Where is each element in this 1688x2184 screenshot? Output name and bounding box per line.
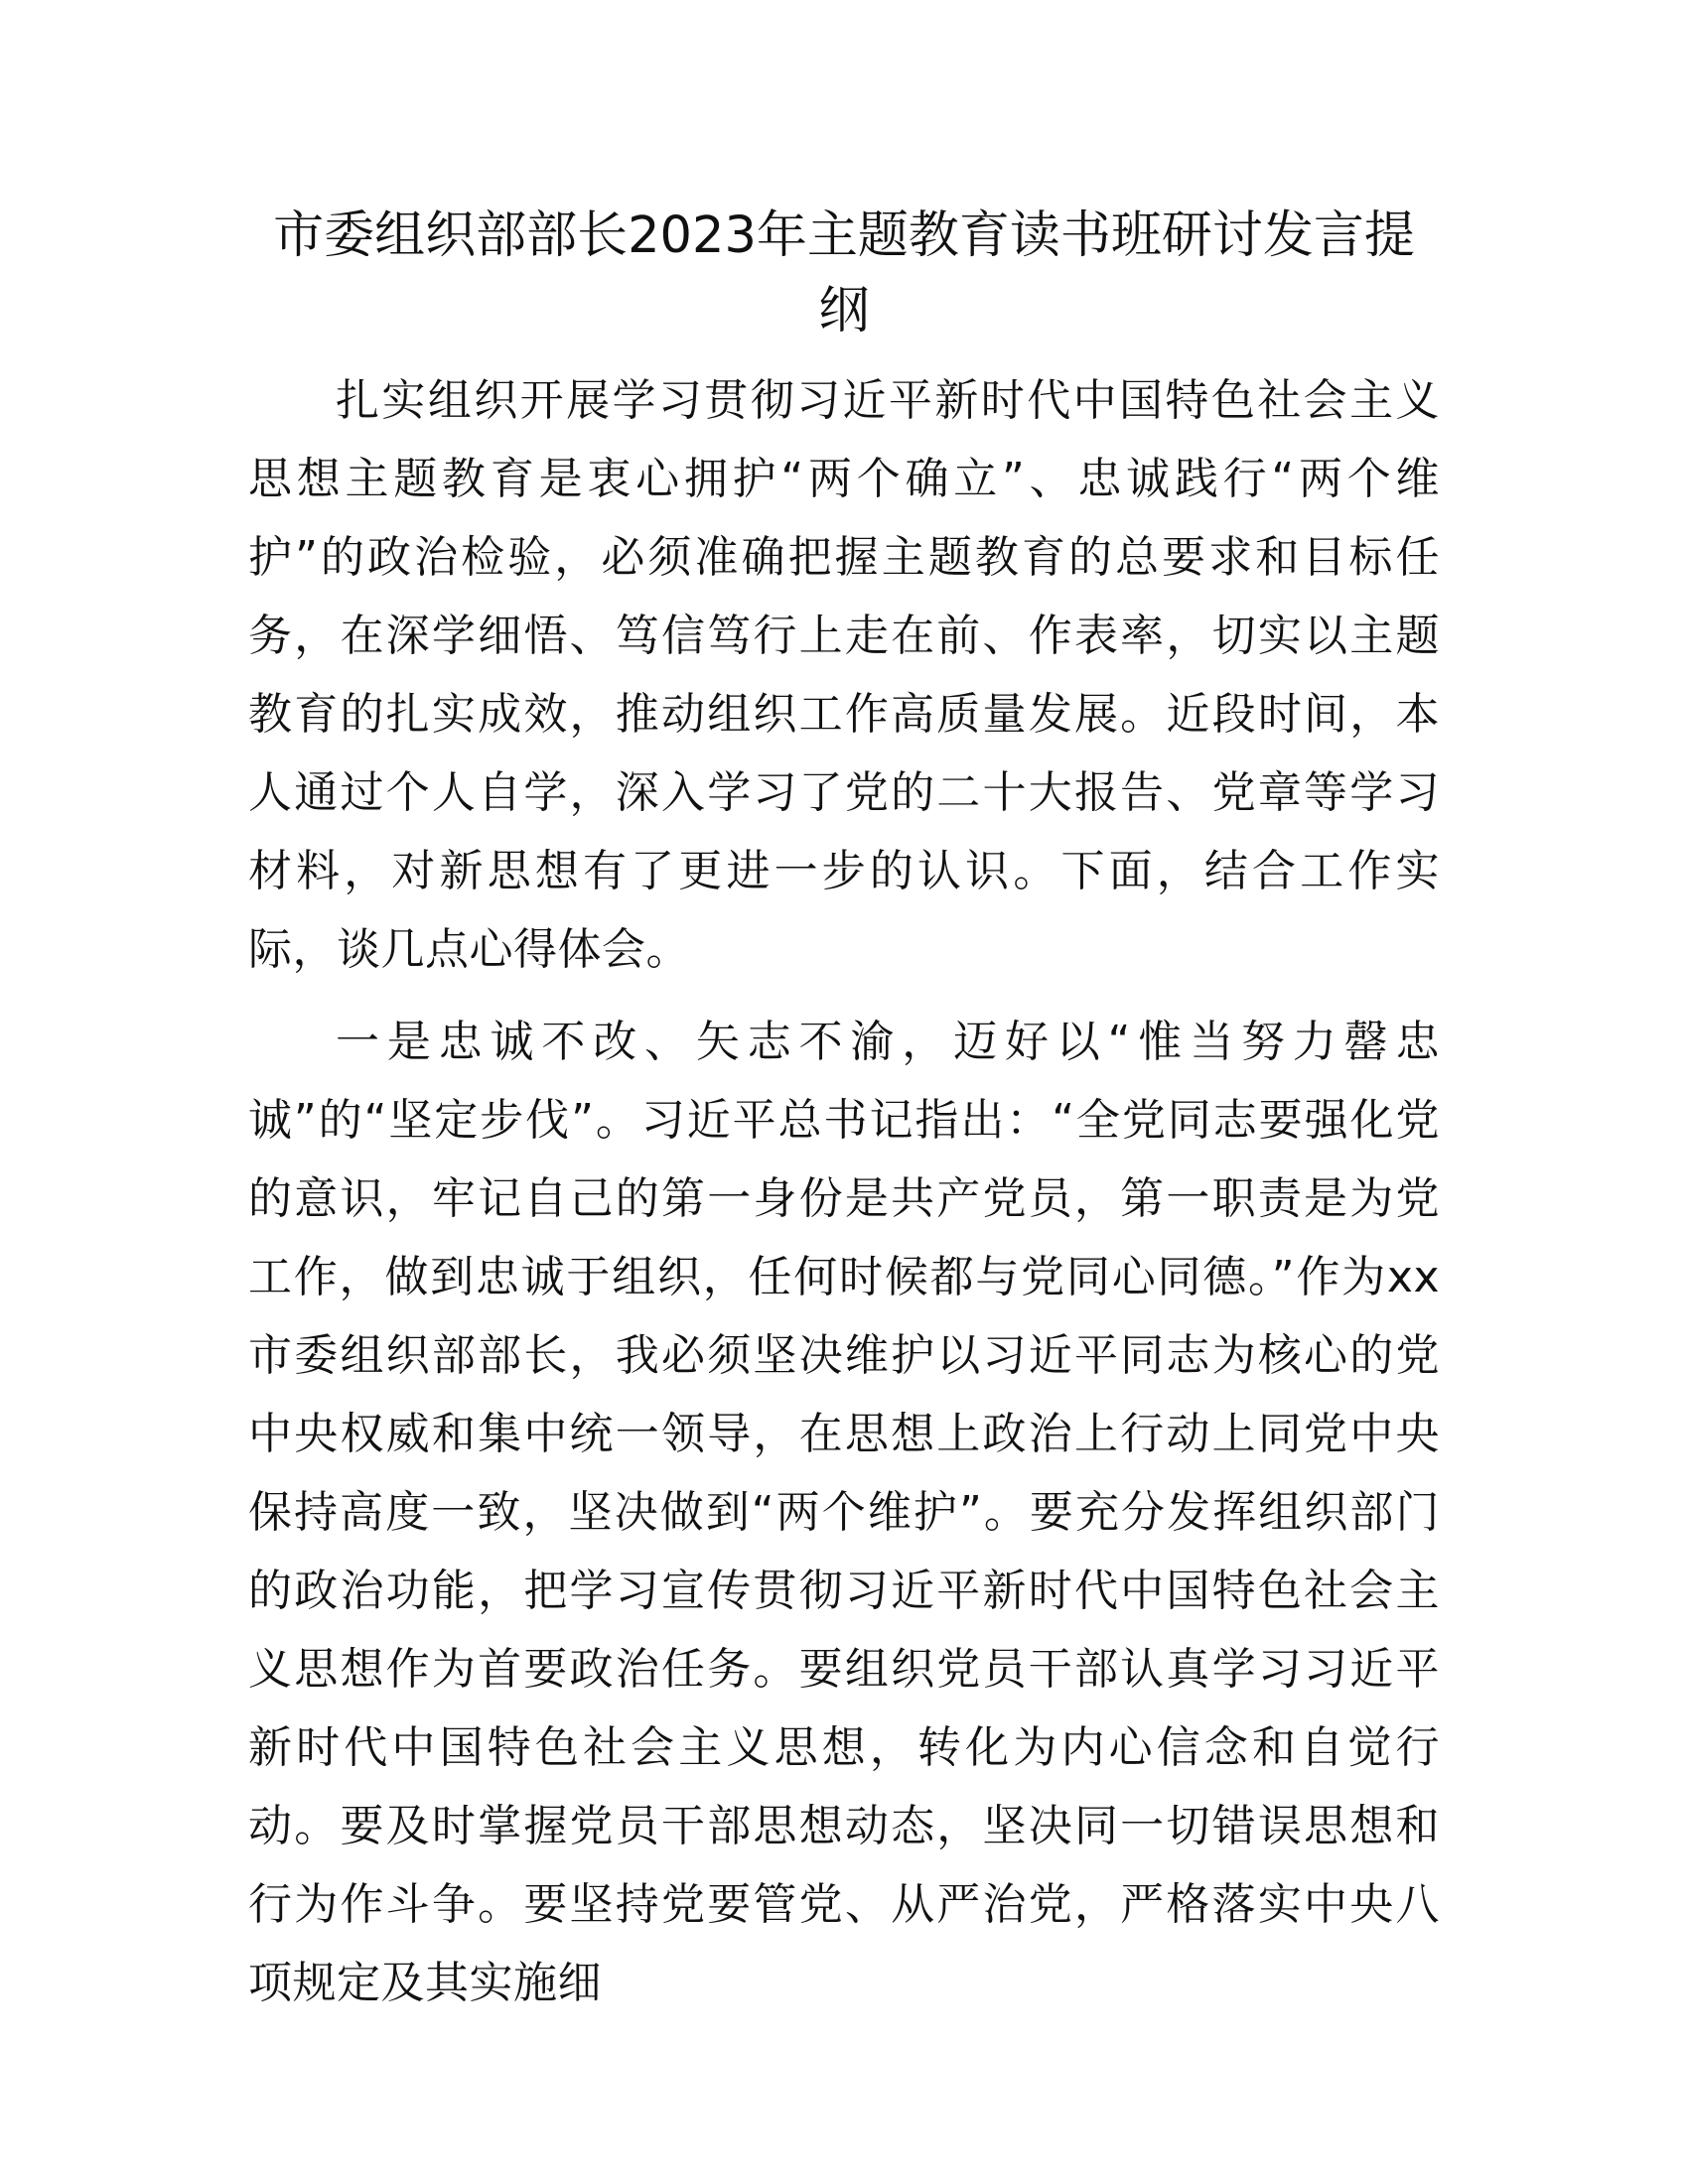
paragraph-point-one: 一是忠诚不改、矢志不渝，迈好以“惟当努力罄忠诚”的“坚定步伐”。习近平总书记指出：“全党同志要强化党的意识，牢记自己的第一身份是共产党员，第一职责是为党工作，做到忠诚于组织，任何时候都与党同心同德。”作为xx市委组织部部长，我必须坚决维护以习近平同志为核心的党中央权威和集中统一领导，在思想上政治上行动上同党中央保持高度一致，坚决做到“两个维护”。要充分发挥组织部门的政治功能，把学习宣传贯彻习近平新时代中国特色社会主义思想作为首要政治任务。要组织党员干部认真学习习近平新时代中国特色社会主义思想，转化为内心信念和自觉行动。要及时掌握党员干部思想动态，坚决同一切错误思想和行为作斗争。要坚持党要管党、从严治党，严格落实中央八项规定及其实施细 xyxy=(248,1017,1440,2008)
paragraph-intro: 扎实组织开展学习贯彻习近平新时代中国特色社会主义思想主题教育是衷心拥护“两个确立”、忠诚践行“两个维护”的政治检验，必须准确把握主题教育的总要求和目标任务，在深学细悟、笃信笃行上走在前、作表率，切实以主题教育的扎实成效，推动组织工作高质量发展。近段时间，本人通过个人自学，深入学习了党的二十大报告、党章等学习材料，对新思想有了更进一步的认识。下面，结合工作实际，谈几点心得体会。 xyxy=(248,375,1440,975)
document-title: 市委组织部部长2023年主题教育读书班研讨发言提纲 xyxy=(273,206,1415,341)
document-body xyxy=(248,199,1440,2022)
